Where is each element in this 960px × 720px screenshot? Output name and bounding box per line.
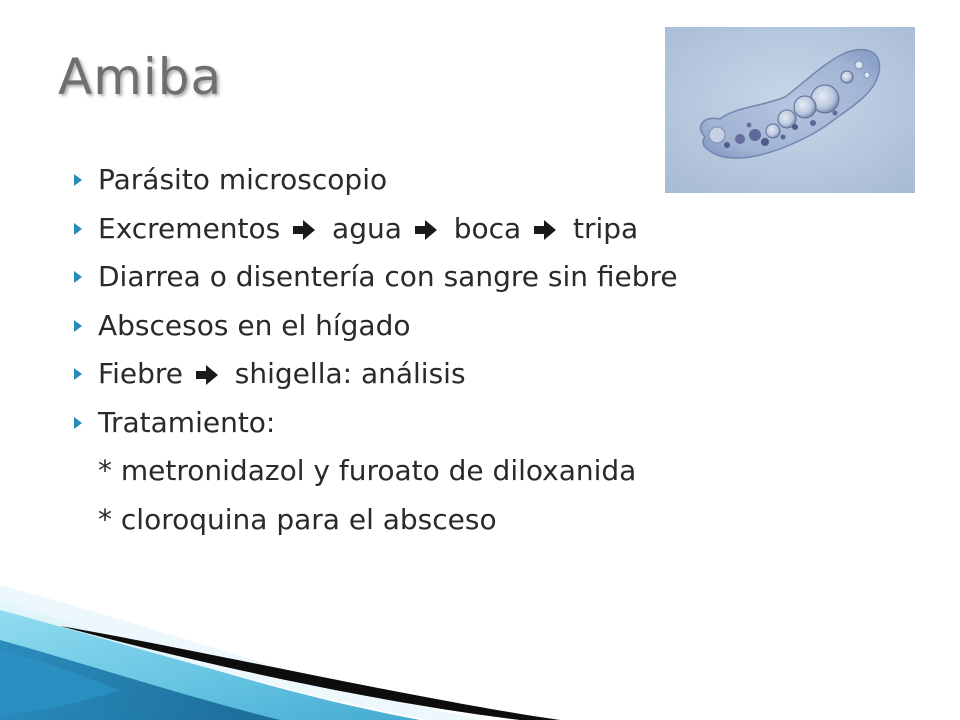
- bullet-text: shigella: análisis: [234, 357, 466, 390]
- treatment-text: * metronidazol y furoato de diloxanida: [98, 454, 637, 487]
- triangle-bullet-icon: [74, 223, 82, 235]
- triangle-bullet-icon: [74, 174, 82, 186]
- triangle-bullet-icon: [74, 271, 82, 283]
- bullet-item: [70, 257, 930, 306]
- bullet-text: boca: [453, 211, 522, 245]
- slide-title: Amiba: [58, 48, 223, 106]
- bullet-item: [70, 403, 930, 452]
- bullet-text: Diarrea o disentería con sangre sin fiebre: [98, 260, 678, 293]
- bullet-text: Abscesos en el hígado: [98, 308, 411, 342]
- treatment-line: [70, 451, 930, 500]
- bullet-item: [70, 306, 930, 355]
- right-arrow-icon: [293, 220, 315, 240]
- bullet-text: tripa: [572, 211, 639, 245]
- bullet-text: Parásito microscopio: [98, 163, 388, 196]
- bullet-item: [70, 160, 930, 209]
- triangle-bullet-icon: [74, 417, 82, 429]
- right-arrow-icon: [534, 220, 556, 240]
- right-arrow-icon: [196, 365, 218, 385]
- bullet-text: agua: [332, 211, 402, 245]
- bullet-text: Tratamiento:: [98, 405, 276, 439]
- bullet-text: Excrementos: [98, 211, 281, 245]
- bullet-item: [70, 209, 930, 258]
- right-arrow-icon: [415, 220, 437, 240]
- treatment-text: * cloroquina para el absceso: [98, 502, 497, 536]
- treatment-line: [70, 500, 930, 549]
- triangle-bullet-icon: [74, 368, 82, 380]
- bullet-item: [70, 354, 930, 403]
- bullet-list: [70, 160, 930, 548]
- bullet-text: Fiebre: [98, 357, 183, 390]
- triangle-bullet-icon: [74, 320, 82, 332]
